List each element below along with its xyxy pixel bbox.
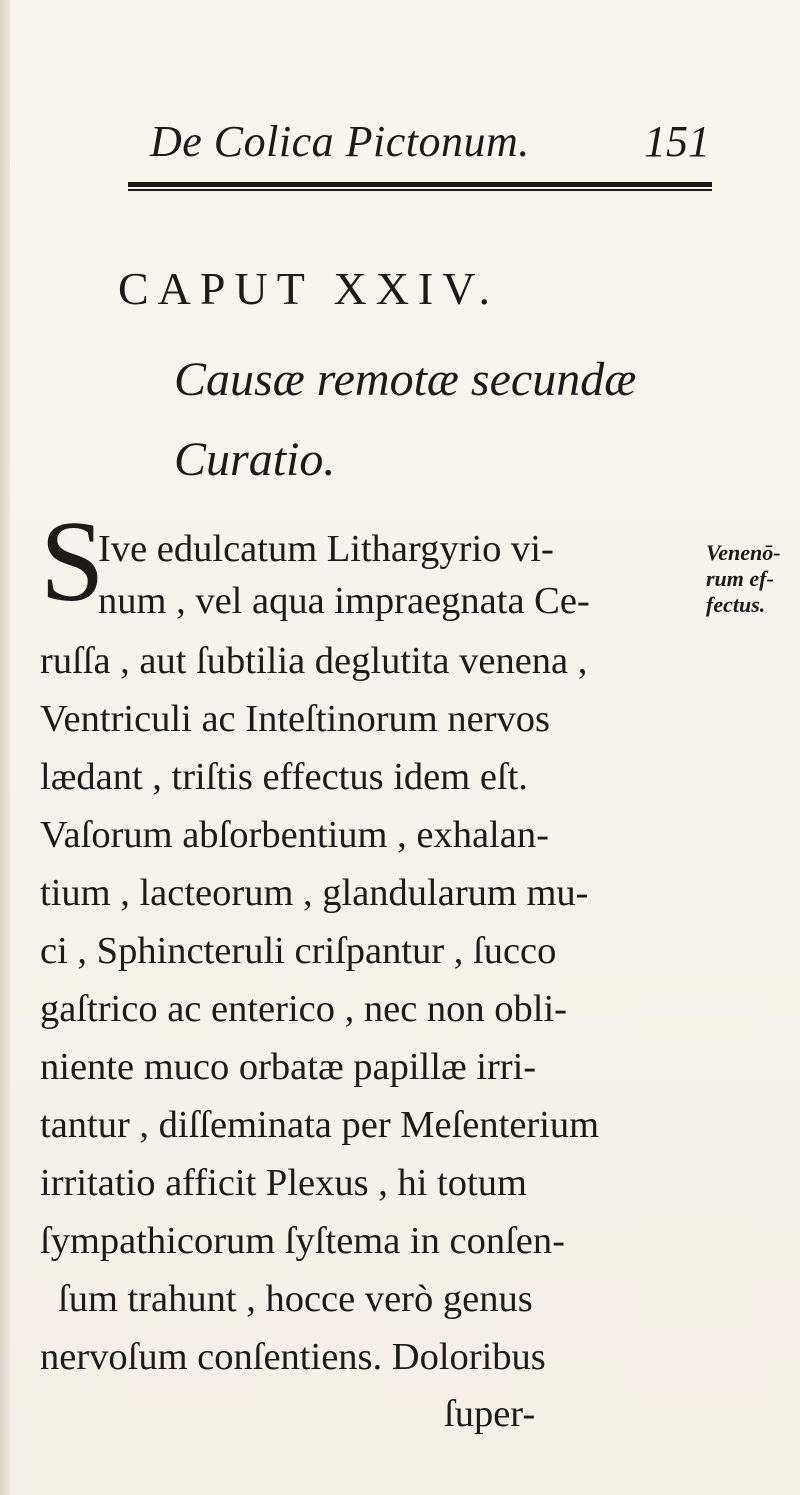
text-line-6: Vaſorum abſorbentium , exhalan- xyxy=(40,814,549,856)
page-number: 151 xyxy=(644,117,710,166)
running-head xyxy=(150,116,710,166)
text-line-1: Ive edulcatum Lithargyrio vi- xyxy=(98,528,554,570)
text-line-8: ci , Sphincteruli criſpantur , ſucco xyxy=(40,930,557,972)
text-line-7: tium , lacteorum , glandularum mu- xyxy=(40,872,589,914)
text-line-12: irritatio afficit Plexus , hi totum xyxy=(40,1162,527,1204)
text-line-13: ſympathicorum ſyſtema in conſen- xyxy=(40,1220,565,1262)
text-line-15: nervoſum conſentiens. Doloribus xyxy=(40,1336,546,1378)
marginal-note-line-1: Venenō- xyxy=(706,540,781,565)
catchword: ſuper- xyxy=(444,1393,536,1435)
header-rule xyxy=(128,182,712,191)
text-line-3: ruſſa , aut ſubtilia deglutita venena , xyxy=(40,640,588,682)
text-line-14: ſum trahunt , hocce verò genus xyxy=(58,1278,533,1320)
text-line-2: num , vel aqua impraegnata Ce- xyxy=(98,580,590,622)
marginal-note-line-3: fectus. xyxy=(706,592,766,617)
text-line-4: Ventriculi ac Inteſtinorum nervos xyxy=(40,698,550,740)
text-line-9: gaſtrico ac enterico , nec non obli- xyxy=(40,988,568,1030)
chapter-subtitle-line-1: Causæ remotæ secundæ xyxy=(174,353,637,406)
text-line-11: tantur , diſſeminata per Meſenterium xyxy=(40,1104,600,1146)
running-title: De Colica Pictonum. xyxy=(150,117,530,166)
text-line-5: lædant , triſtis effectus idem eſt. xyxy=(40,756,528,798)
marginal-note-line-2: rum ef- xyxy=(706,566,774,591)
drop-capital: S xyxy=(40,498,105,626)
chapter-heading: CAPUT XXIV. xyxy=(118,263,500,314)
page-gutter-edge xyxy=(0,0,10,1495)
chapter-subtitle-line-2: Curatio. xyxy=(174,433,336,486)
text-line-10: niente muco orbatæ papillæ irri- xyxy=(40,1046,537,1088)
